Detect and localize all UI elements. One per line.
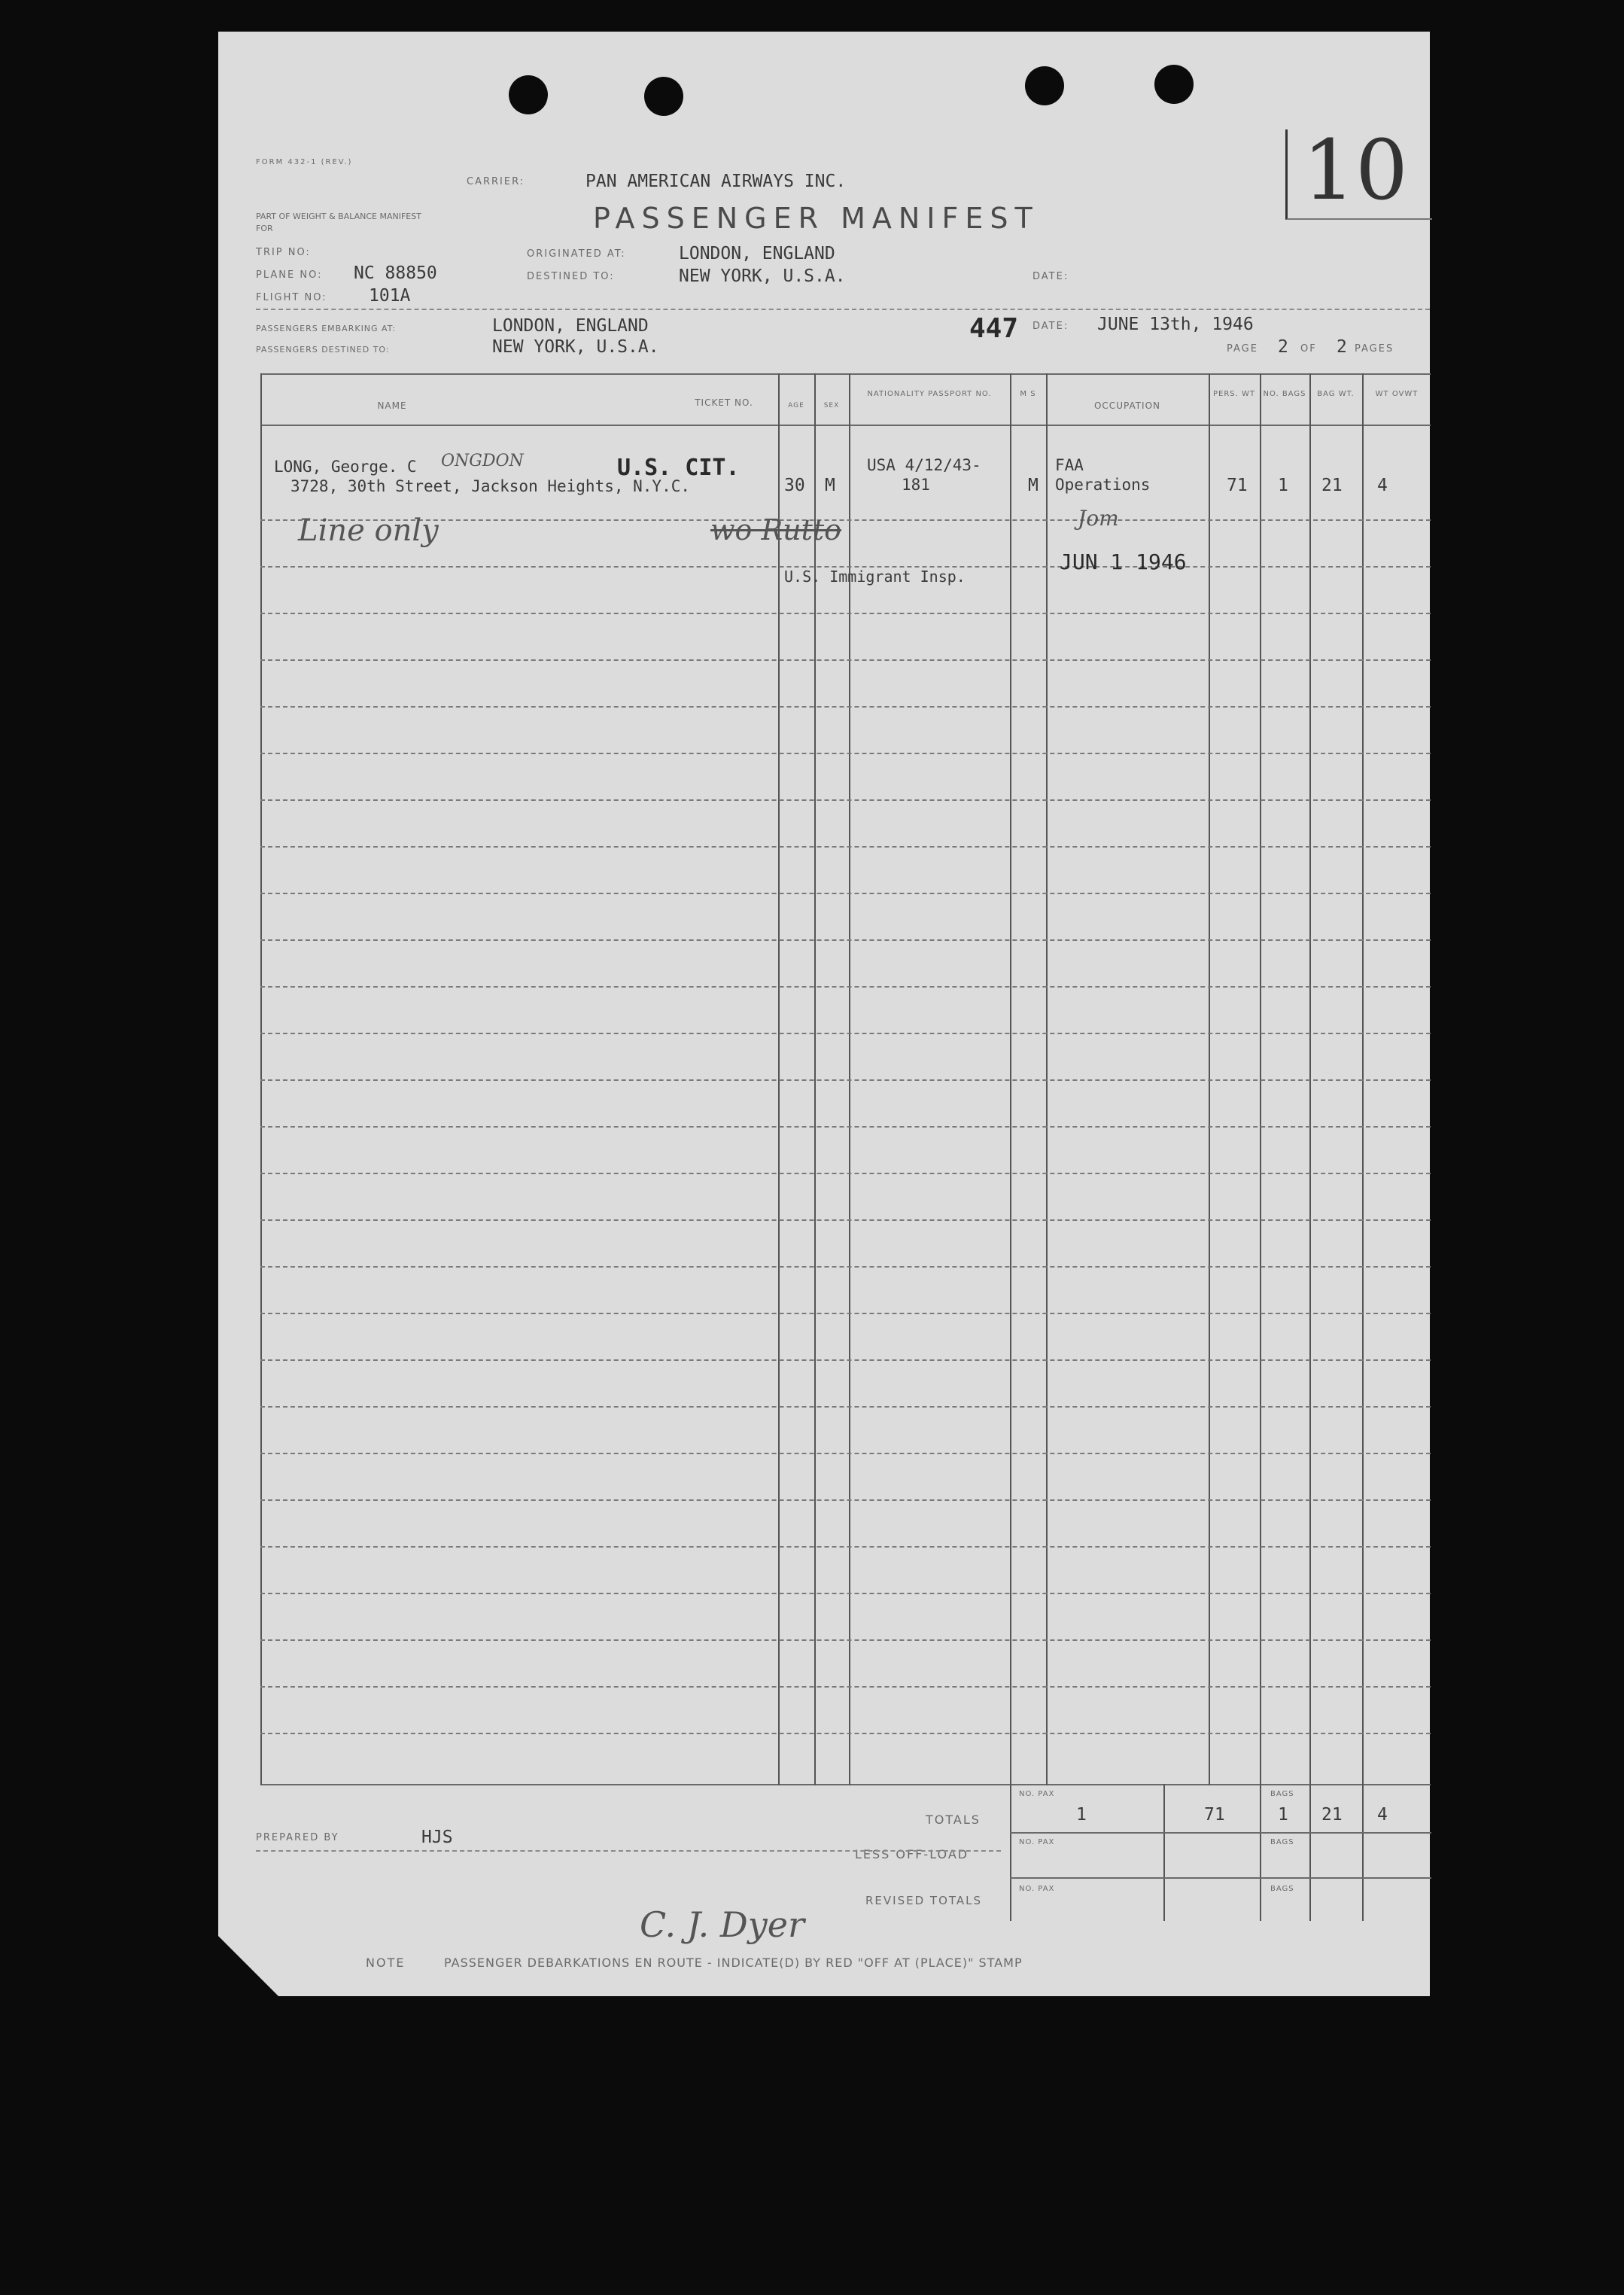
torn-corner [218,1936,278,1996]
prepared-by-label: PREPARED BY [256,1832,339,1843]
table-row-line [260,1359,1431,1362]
col-header-pers-wt: PERS. WT [1213,390,1255,398]
table-row-line [260,1639,1431,1642]
total-no-pax: 1 [1076,1805,1087,1825]
carrier-label: CARRIER: [467,176,525,187]
col-header-ticket: TICKET NO. [695,397,753,408]
originated-at-label: ORIGINATED AT: [527,248,626,260]
bags-label: BAGS [1270,1790,1294,1798]
embarking-at-value: LONDON, ENGLAND [492,316,649,336]
bags-label: BAGS [1270,1838,1294,1846]
table-bottom-border [260,1784,1431,1785]
total-bags: 1 [1278,1805,1288,1825]
plane-no-value: NC 88850 [354,263,437,283]
date-label: DATE: [1032,321,1069,332]
passenger-name: LONG, George. C [274,458,417,476]
table-row-line [260,706,1431,708]
col-header-bag-wt: BAG WT. [1317,390,1355,398]
passenger-pers-wt: 71 [1227,476,1248,495]
separator [256,309,1430,310]
page-number-handwritten: 10 [1303,122,1408,218]
pages-label: PAGES [1355,343,1394,355]
part-of-label: PART OF WEIGHT & BALANCE MANIFEST FOR [256,212,421,233]
col-header-occupation: OCCUPATION [1093,400,1161,411]
col-header-name: NAME [377,400,407,411]
immigration-stamp: U.S. Immigrant Insp. [784,568,966,586]
total-bag-wt: 21 [1321,1805,1343,1825]
ticket-stamp: U.S. CIT. [617,455,740,481]
table-row-line [260,1453,1431,1455]
originated-at-value: LONDON, ENGLAND [679,244,835,263]
punch-hole [644,77,683,116]
total-pers-wt: 71 [1204,1805,1225,1825]
small-signature: Jom [1078,506,1119,531]
passenger-nationality: USA 4/12/43- [867,456,981,474]
table-row-line [260,893,1431,895]
passenger-sex: M [825,476,835,495]
date-stamp: JUN 1 1946 [1060,549,1187,574]
col-header-wt-ovwt: WT OVWT [1375,390,1419,398]
plane-no-label: PLANE NO: [256,269,323,281]
totals-divider [1010,1784,1011,1921]
table-row-line [260,1406,1431,1408]
page-total: 2 [1337,337,1347,357]
passenger-name-handwritten: ONGDON [441,452,524,470]
table-row-line [260,1546,1431,1548]
passenger-wt-ovwt: 4 [1377,476,1388,495]
header-bottom-border [260,425,1431,426]
total-wt-ovwt: 4 [1377,1805,1388,1825]
table-row-line [260,939,1431,942]
passengers-destined-to-value: NEW YORK, U.S.A. [492,337,659,357]
manifest-sheet [218,32,1430,1996]
page-current: 2 [1278,337,1288,357]
prepared-by-line [256,1850,1001,1852]
passenger-age: 30 [784,476,805,495]
form-id: FORM 432-1 (REV.) [256,158,353,166]
page-of-label: OF [1300,343,1317,355]
table-row-line [260,1313,1431,1315]
punch-hole [1154,65,1194,104]
table-row-line [260,799,1431,802]
table-row-line [260,613,1431,615]
passenger-no-bags: 1 [1278,476,1288,495]
table-row-line [260,1173,1431,1175]
totals-divider [1362,1784,1364,1921]
passenger-address: 3728, 30th Street, Jackson Heights, N.Y.C. [290,477,691,495]
no-pax-label: NO. PAX [1019,1838,1055,1846]
manifest-title: PASSENGER MANIFEST [593,202,1039,235]
destined-to-value: NEW YORK, U.S.A. [679,266,846,286]
no-pax-label: NO. PAX [1019,1790,1055,1798]
table-row-line [260,1593,1431,1595]
punch-hole [509,75,548,114]
totals-divider [1163,1784,1165,1921]
table-row-line [260,1686,1431,1688]
manifest-number: 447 [969,313,1019,344]
passenger-marital-status: M [1028,476,1039,495]
flight-no-value: 101A [369,286,411,306]
prepared-by-value: HJS [421,1828,453,1847]
totals-divider [1309,1784,1311,1921]
page-number-box [1285,122,1432,220]
table-row-line [260,1079,1431,1082]
punch-hole [1025,66,1064,105]
revised-totals-label: REVISED TOTALS [865,1894,983,1907]
line-only-annotation: Line only [298,513,439,548]
note-label: NOTE [366,1956,406,1970]
table-row-line [260,1219,1431,1222]
table-top-border [260,373,1431,375]
table-row-line [260,753,1431,755]
date-top-label: DATE: [1032,271,1069,282]
note-text: PASSENGER DEBARKATIONS EN ROUTE - INDICATE(D) BY RED "OFF AT (PLACE)" STAMP [444,1956,1023,1970]
page-label: PAGE [1227,343,1258,355]
embarking-at-label: PASSENGERS EMBARKING AT: [256,324,396,333]
table-row-line [260,846,1431,848]
carrier-value: PAN AMERICAN AIRWAYS INC. [585,172,847,191]
less-offload-label: LESS OFF-LOAD [855,1847,969,1861]
table-row-line [260,986,1431,988]
table-row-line [260,659,1431,662]
col-header-age: AGE [788,402,804,409]
no-pax-label: NO. PAX [1019,1885,1055,1893]
passenger-occupation-2: Operations [1055,476,1151,494]
col-header-sex: SEX [823,402,840,409]
bags-label: BAGS [1270,1885,1294,1893]
table-row-line [260,1266,1431,1268]
totals-label: TOTALS [926,1813,981,1827]
col-header-nationality: NATIONALITY PASSPORT NO. [867,390,992,398]
inspector-signature: wo Rutto [710,513,841,546]
col-header-ms: M S [1020,390,1036,398]
passenger-bag-wt: 21 [1321,476,1343,495]
table-row-line [260,1033,1431,1035]
totals-row-line [1010,1832,1431,1834]
passenger-occupation-1: FAA [1055,456,1084,474]
table-row-line [260,1499,1431,1502]
passenger-passport: 181 [902,476,930,494]
signature-bottom: C. J. Dyer [640,1904,804,1945]
table-row-line [260,1126,1431,1128]
table-row-line [260,1733,1431,1735]
totals-row-line [1010,1877,1431,1879]
col-header-no-bags: NO. BAGS [1263,390,1306,398]
trip-no-label: TRIP NO: [256,247,311,258]
totals-divider [1260,1784,1261,1921]
flight-no-label: FLIGHT NO: [256,292,327,303]
passengers-destined-to-label: PASSENGERS DESTINED TO: [256,345,390,355]
destined-to-label: DESTINED TO: [527,271,615,282]
date-value: JUNE 13th, 1946 [1097,315,1254,334]
